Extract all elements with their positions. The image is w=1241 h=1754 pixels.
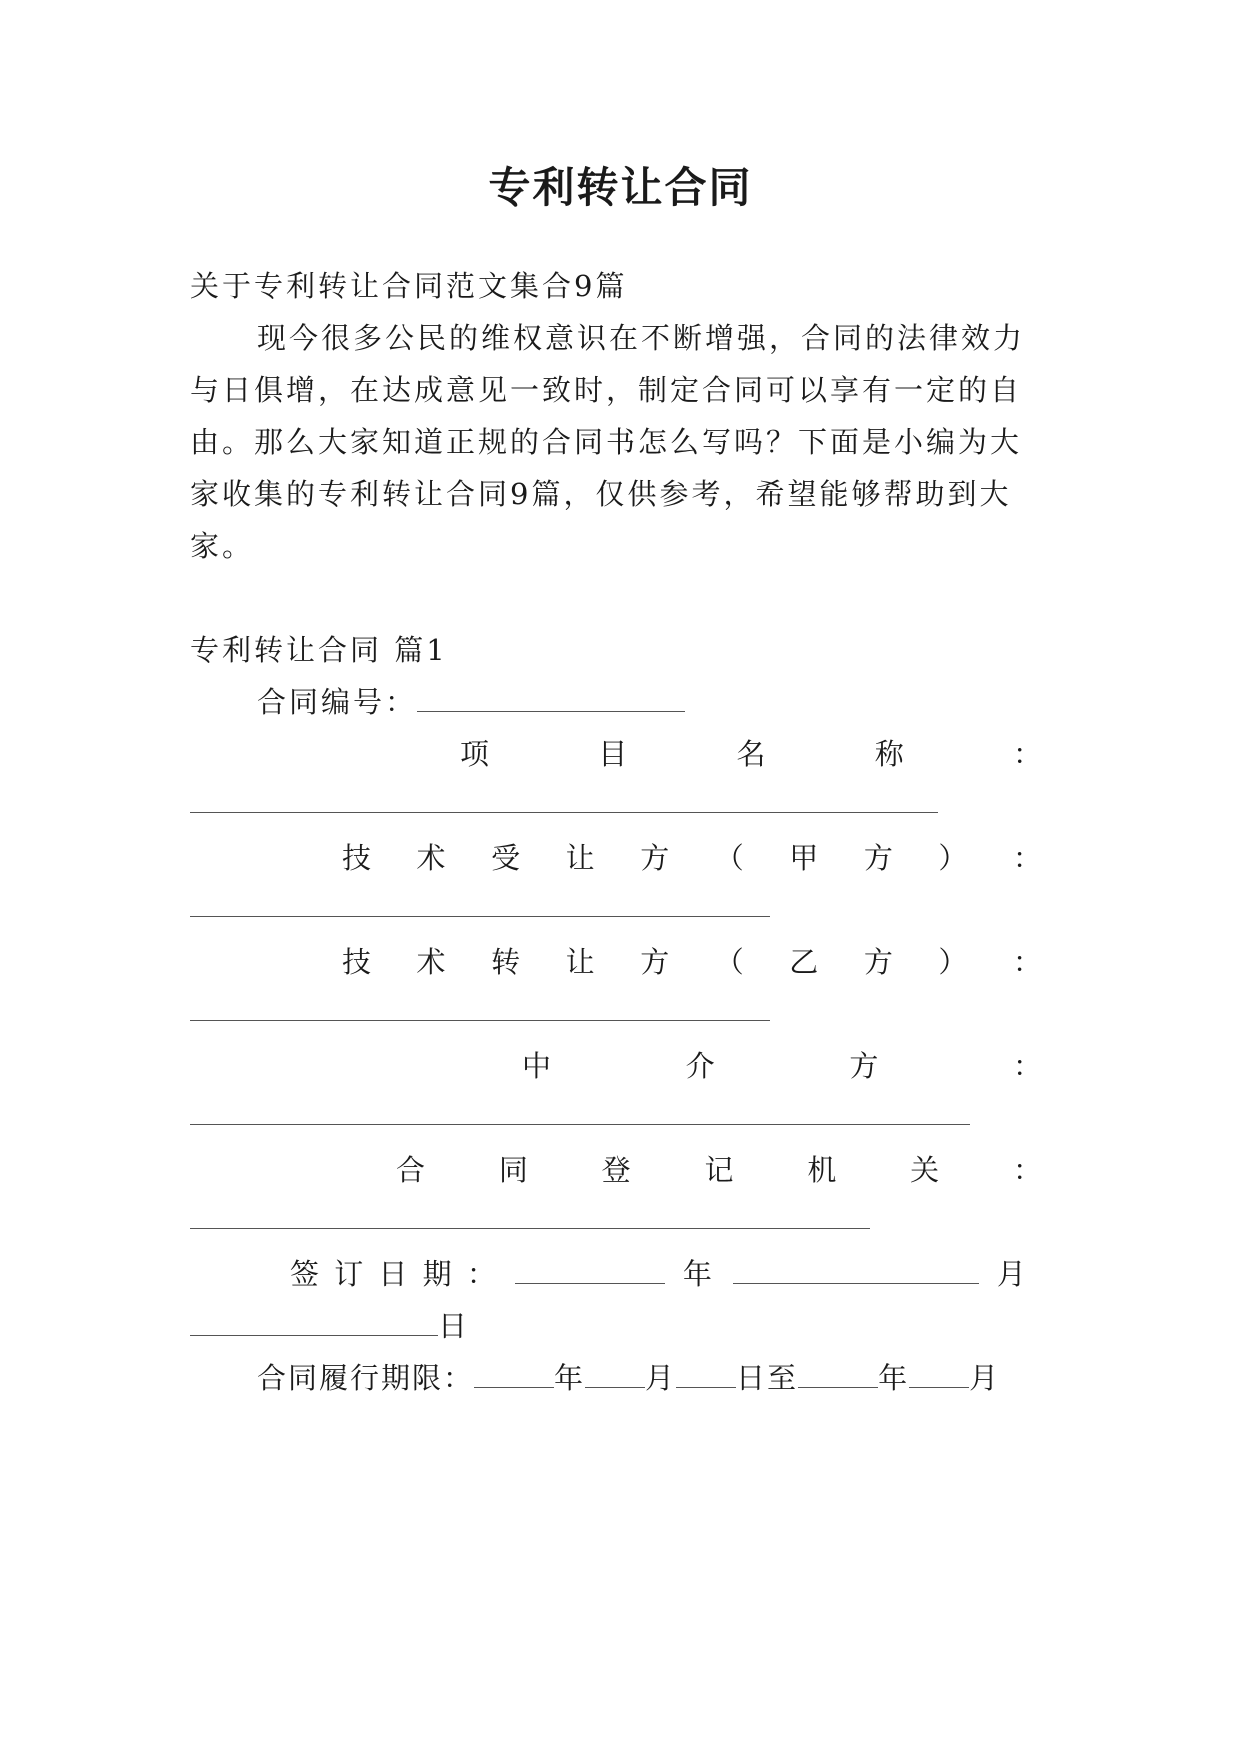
signing-month-label: 月 bbox=[996, 1257, 1029, 1291]
intermediary-blank[interactable] bbox=[190, 1124, 970, 1125]
intro-line-4: 家收集的专利转让合同9篇，仅供参考，希望能够帮助到大 bbox=[190, 477, 1012, 511]
party-a-label: 技 术 受 让 方 （ 甲 方 ） ： bbox=[342, 841, 1045, 875]
party-b-blank[interactable] bbox=[190, 1020, 770, 1021]
term-year1-label: 年 bbox=[554, 1361, 586, 1395]
project-name-label: 项 目 名 称 ： bbox=[460, 737, 1045, 771]
intermediary-label: 中 介 方 ： bbox=[522, 1049, 1045, 1083]
term-month2-blank[interactable] bbox=[909, 1365, 969, 1388]
intro-line-3: 由。那么大家知道正规的合同书怎么写吗？下面是小编为大 bbox=[190, 425, 1023, 459]
term-month1-label: 月 bbox=[645, 1361, 677, 1395]
term-day1-blank[interactable] bbox=[676, 1365, 736, 1388]
term-day1-label: 日至 bbox=[736, 1361, 799, 1395]
intro-line-1: 现今很多公民的维权意识在不断增强，合同的法律效力 bbox=[257, 321, 1026, 355]
contract-number-blank[interactable] bbox=[417, 689, 685, 712]
signing-date-row bbox=[290, 1254, 1045, 1294]
signing-day-label: 日 bbox=[438, 1309, 471, 1343]
term-month2-label: 月 bbox=[969, 1361, 1001, 1395]
term-label: 合同履行期限： bbox=[257, 1361, 475, 1395]
registration-authority-label: 合 同 登 记 机 关 ： bbox=[396, 1153, 1045, 1187]
project-name-blank[interactable] bbox=[190, 812, 938, 813]
term-row bbox=[257, 1358, 1057, 1398]
party-a-blank[interactable] bbox=[190, 916, 770, 917]
document-title: 专利转让合同 bbox=[488, 163, 753, 212]
term-month1-blank[interactable] bbox=[585, 1365, 645, 1388]
term-year2-blank[interactable] bbox=[798, 1365, 878, 1388]
registration-authority-blank[interactable] bbox=[190, 1228, 870, 1229]
subtitle: 关于专利转让合同范文集合9篇 bbox=[190, 269, 628, 303]
signing-date-label: 签 订 日 期 ： bbox=[290, 1257, 499, 1291]
intro-line-5: 家。 bbox=[190, 529, 255, 563]
signing-year-blank[interactable] bbox=[515, 1261, 665, 1284]
intro-line-2: 与日俱增，在达成意见一致时，制定合同可以享有一定的自 bbox=[190, 373, 1023, 407]
contract-number-label: 合同编号： bbox=[257, 685, 418, 719]
contract-number-row bbox=[257, 682, 1112, 722]
section-heading: 专利转让合同 篇1 bbox=[190, 633, 448, 667]
party-b-label: 技 术 转 让 方 （ 乙 方 ） ： bbox=[342, 945, 1045, 979]
signing-day-row bbox=[190, 1306, 1045, 1346]
term-year2-label: 年 bbox=[878, 1361, 910, 1395]
signing-day-blank[interactable] bbox=[190, 1313, 438, 1336]
signing-month-blank[interactable] bbox=[733, 1261, 979, 1284]
signing-year-label: 年 bbox=[682, 1257, 715, 1291]
term-year1-blank[interactable] bbox=[474, 1365, 554, 1388]
